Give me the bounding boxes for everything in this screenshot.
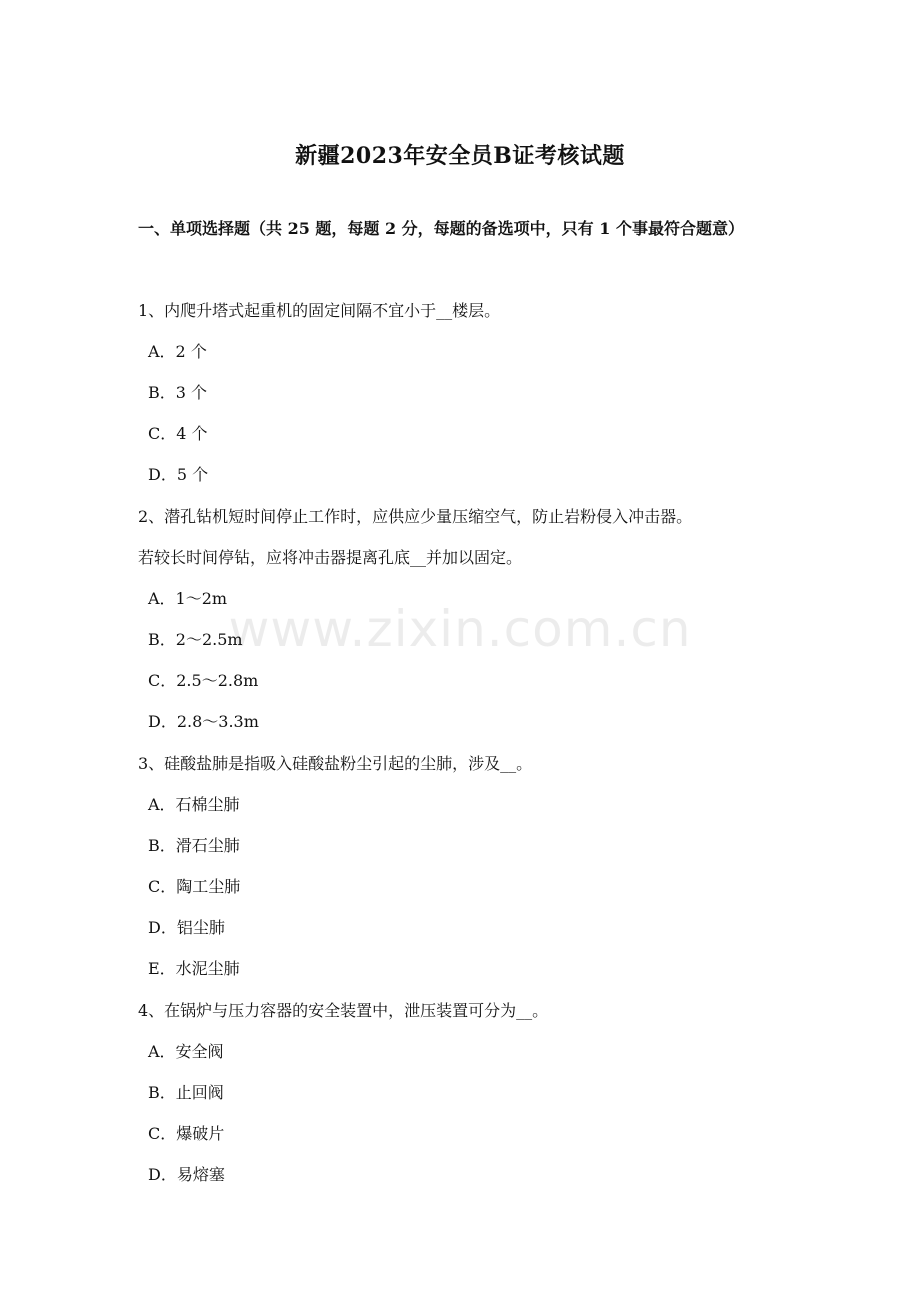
question-2-option-c: C．2.5～2.8m bbox=[148, 671, 259, 690]
question-1-text: 1、内爬升塔式起重机的固定间隔不宜小于__楼层。 bbox=[138, 301, 501, 320]
question-1-option-d: D．5 个 bbox=[148, 465, 209, 484]
question-3-option-d: D．铝尘肺 bbox=[148, 918, 225, 937]
question-4-option-c: C．爆破片 bbox=[148, 1124, 225, 1143]
watermark: www.zixin.com.cn bbox=[228, 600, 692, 658]
question-3-text: 3、硅酸盐肺是指吸入硅酸盐粉尘引起的尘肺，涉及__。 bbox=[138, 754, 533, 773]
document-title: 新疆2023年安全员B证考核试题 bbox=[295, 143, 625, 169]
question-2-option-a: A．1～2m bbox=[148, 589, 228, 608]
question-1-option-a: A．2 个 bbox=[148, 342, 207, 361]
question-4-option-d: D．易熔塞 bbox=[148, 1165, 225, 1184]
question-3-option-c: C．陶工尘肺 bbox=[148, 877, 241, 896]
question-4-text: 4、在锅炉与压力容器的安全装置中，泄压装置可分为__。 bbox=[138, 1001, 549, 1020]
section-heading: 一、单项选择题（共 25 题，每题 2 分，每题的备选项中，只有 1 个事最符合题意） bbox=[138, 219, 744, 238]
question-1-option-b: B．3 个 bbox=[148, 383, 208, 402]
question-3-option-a: A．石棉尘肺 bbox=[148, 795, 240, 814]
question-4-option-b: B．止回阀 bbox=[148, 1083, 224, 1102]
question-2-option-d: D．2.8～3.3m bbox=[148, 712, 259, 731]
question-1-option-c: C．4 个 bbox=[148, 424, 208, 443]
question-4-option-a: A．安全阀 bbox=[148, 1042, 224, 1061]
question-2-text-continued: 若较长时间停钻，应将冲击器提离孔底__并加以固定。 bbox=[138, 548, 523, 567]
question-2-text: 2、潜孔钻机短时间停止工作时，应供应少量压缩空气，防止岩粉侵入冲击器。 bbox=[138, 507, 693, 526]
question-2-option-b: B．2～2.5m bbox=[148, 630, 243, 649]
question-3-option-e: E．水泥尘肺 bbox=[148, 959, 240, 978]
question-3-option-b: B．滑石尘肺 bbox=[148, 836, 240, 855]
